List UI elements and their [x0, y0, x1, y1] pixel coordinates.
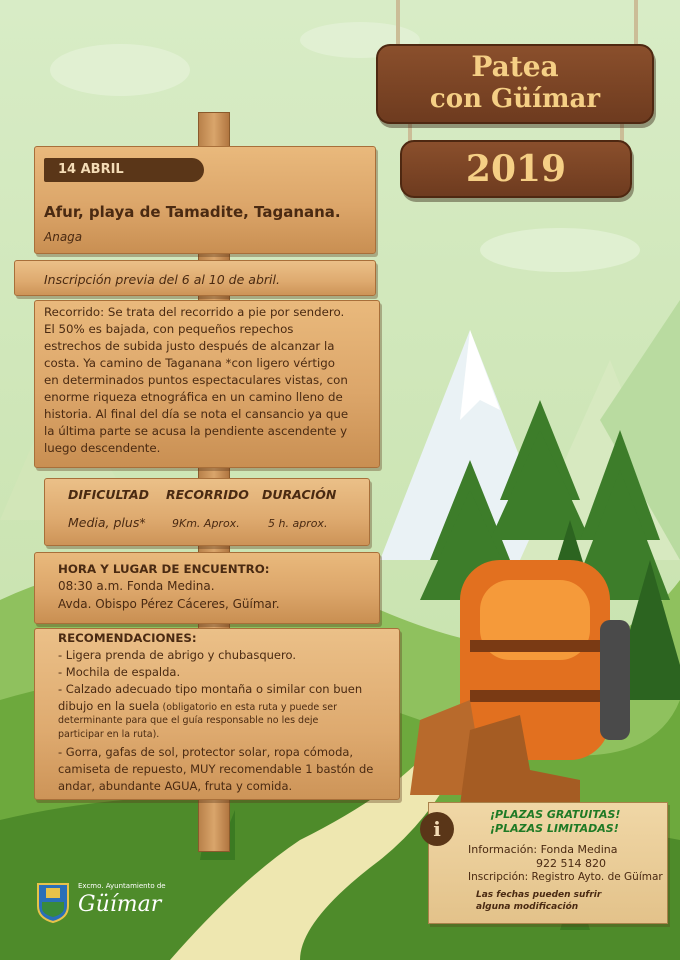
recommendation-3-note-b: determinante para que el guía responsable no les deje	[58, 715, 319, 726]
route-area: Anaga	[44, 230, 83, 244]
recommendation-3: - Calzado adecuado tipo montaña o similar con buen	[58, 682, 363, 696]
stats-duration: 5 h. aprox.	[268, 517, 328, 530]
year-sign	[400, 140, 632, 198]
meeting-address: Avda. Obispo Pérez Cáceres, Güímar.	[58, 597, 280, 611]
recommendation-3-line-2	[58, 699, 337, 713]
signup-line	[468, 871, 663, 883]
stats-header-duration: DURACIÓN	[262, 487, 337, 502]
recommendation-2: - Mochila de espalda.	[58, 665, 181, 679]
meeting-heading: HORA Y LUGAR DE ENCUENTRO:	[58, 562, 270, 576]
recommendation-3-note-c: participar en la ruta).	[58, 729, 160, 740]
description-line-7: historia. Al final del día se nota el cansancio ya que	[44, 407, 349, 421]
recommendation-4-line-2: camiseta de repuesto, MUY recomendable 1 bastón de	[58, 762, 374, 776]
info-phone: 922 514 820	[536, 857, 606, 870]
stats-header-distance: RECORRIDO	[166, 487, 249, 502]
stats-difficulty: Media, plus*	[68, 515, 146, 530]
recommendation-3-continuation: dibujo en la suela	[58, 699, 160, 713]
year-text: 2019	[465, 148, 567, 190]
org-line: Excmo. Ayuntamiento de	[78, 882, 166, 890]
info-line	[468, 843, 618, 856]
description-line-6: enorme riqueza etnográfica en un camino lleno de	[44, 390, 343, 404]
recommendation-3-note-a: (obligatorio en esta ruta y puede ser	[159, 702, 337, 713]
description-line-5: en determinados puntos espectaculares vistas, con	[44, 373, 348, 387]
description-line-4: costa. Ya camino de Taganana *con ligero vértigo	[44, 356, 335, 370]
disclaimer-line-1: Las fechas pueden sufrir	[476, 890, 602, 900]
description-line-1: Recorrido: Se trata del recorrido a pie por sendero.	[44, 305, 345, 319]
route-title: Afur, playa de Tamadite, Taganana.	[44, 203, 341, 221]
info-place: Fonda Medina	[540, 843, 618, 856]
info-label: Información:	[468, 843, 538, 856]
disclaimer-line-2: alguna modificación	[476, 902, 579, 912]
signup-label: Inscripción:	[468, 871, 529, 883]
description-line-8: la última parte se acusa la pendiente ascendente y	[44, 424, 348, 438]
info-icon: i	[420, 812, 454, 846]
description-line-9: luego descendente.	[44, 441, 161, 455]
stats-distance: 9Km. Aprox.	[172, 517, 240, 530]
recommendation-4-line-1: - Gorra, gafas de sol, protector solar, ropa cómoda,	[58, 745, 354, 759]
title-line-1: Patea	[471, 50, 559, 83]
title-sign	[376, 44, 654, 124]
stats-header-difficulty: DIFICULTAD	[68, 487, 150, 502]
recommendation-4-line-3: andar, abundante AGUA, fruta y comida.	[58, 779, 293, 793]
registration-text: Inscripción previa del 6 al 10 de abril.	[44, 272, 280, 287]
description-line-3: estrechos de subida justo después de alcanzar la	[44, 339, 335, 353]
org-name: Güímar	[78, 892, 162, 917]
recommendations-heading: RECOMENDACIONES:	[58, 631, 197, 645]
limited-spots: ¡PLAZAS LIMITADAS!	[490, 822, 619, 835]
recommendation-1: - Ligera prenda de abrigo y chubasquero.	[58, 648, 296, 662]
town-crest-icon	[36, 880, 70, 924]
title-line-2: con Güímar	[429, 84, 601, 114]
date-tag: 14 ABRIL	[44, 158, 204, 182]
signup-place: Registro Ayto. de Güímar	[531, 871, 663, 883]
free-spots: ¡PLAZAS GRATUITAS!	[490, 808, 621, 821]
description-line-2: El 50% es bajada, con pequeños repechos	[44, 322, 294, 336]
meeting-time-place: 08:30 a.m. Fonda Medina.	[58, 579, 215, 593]
